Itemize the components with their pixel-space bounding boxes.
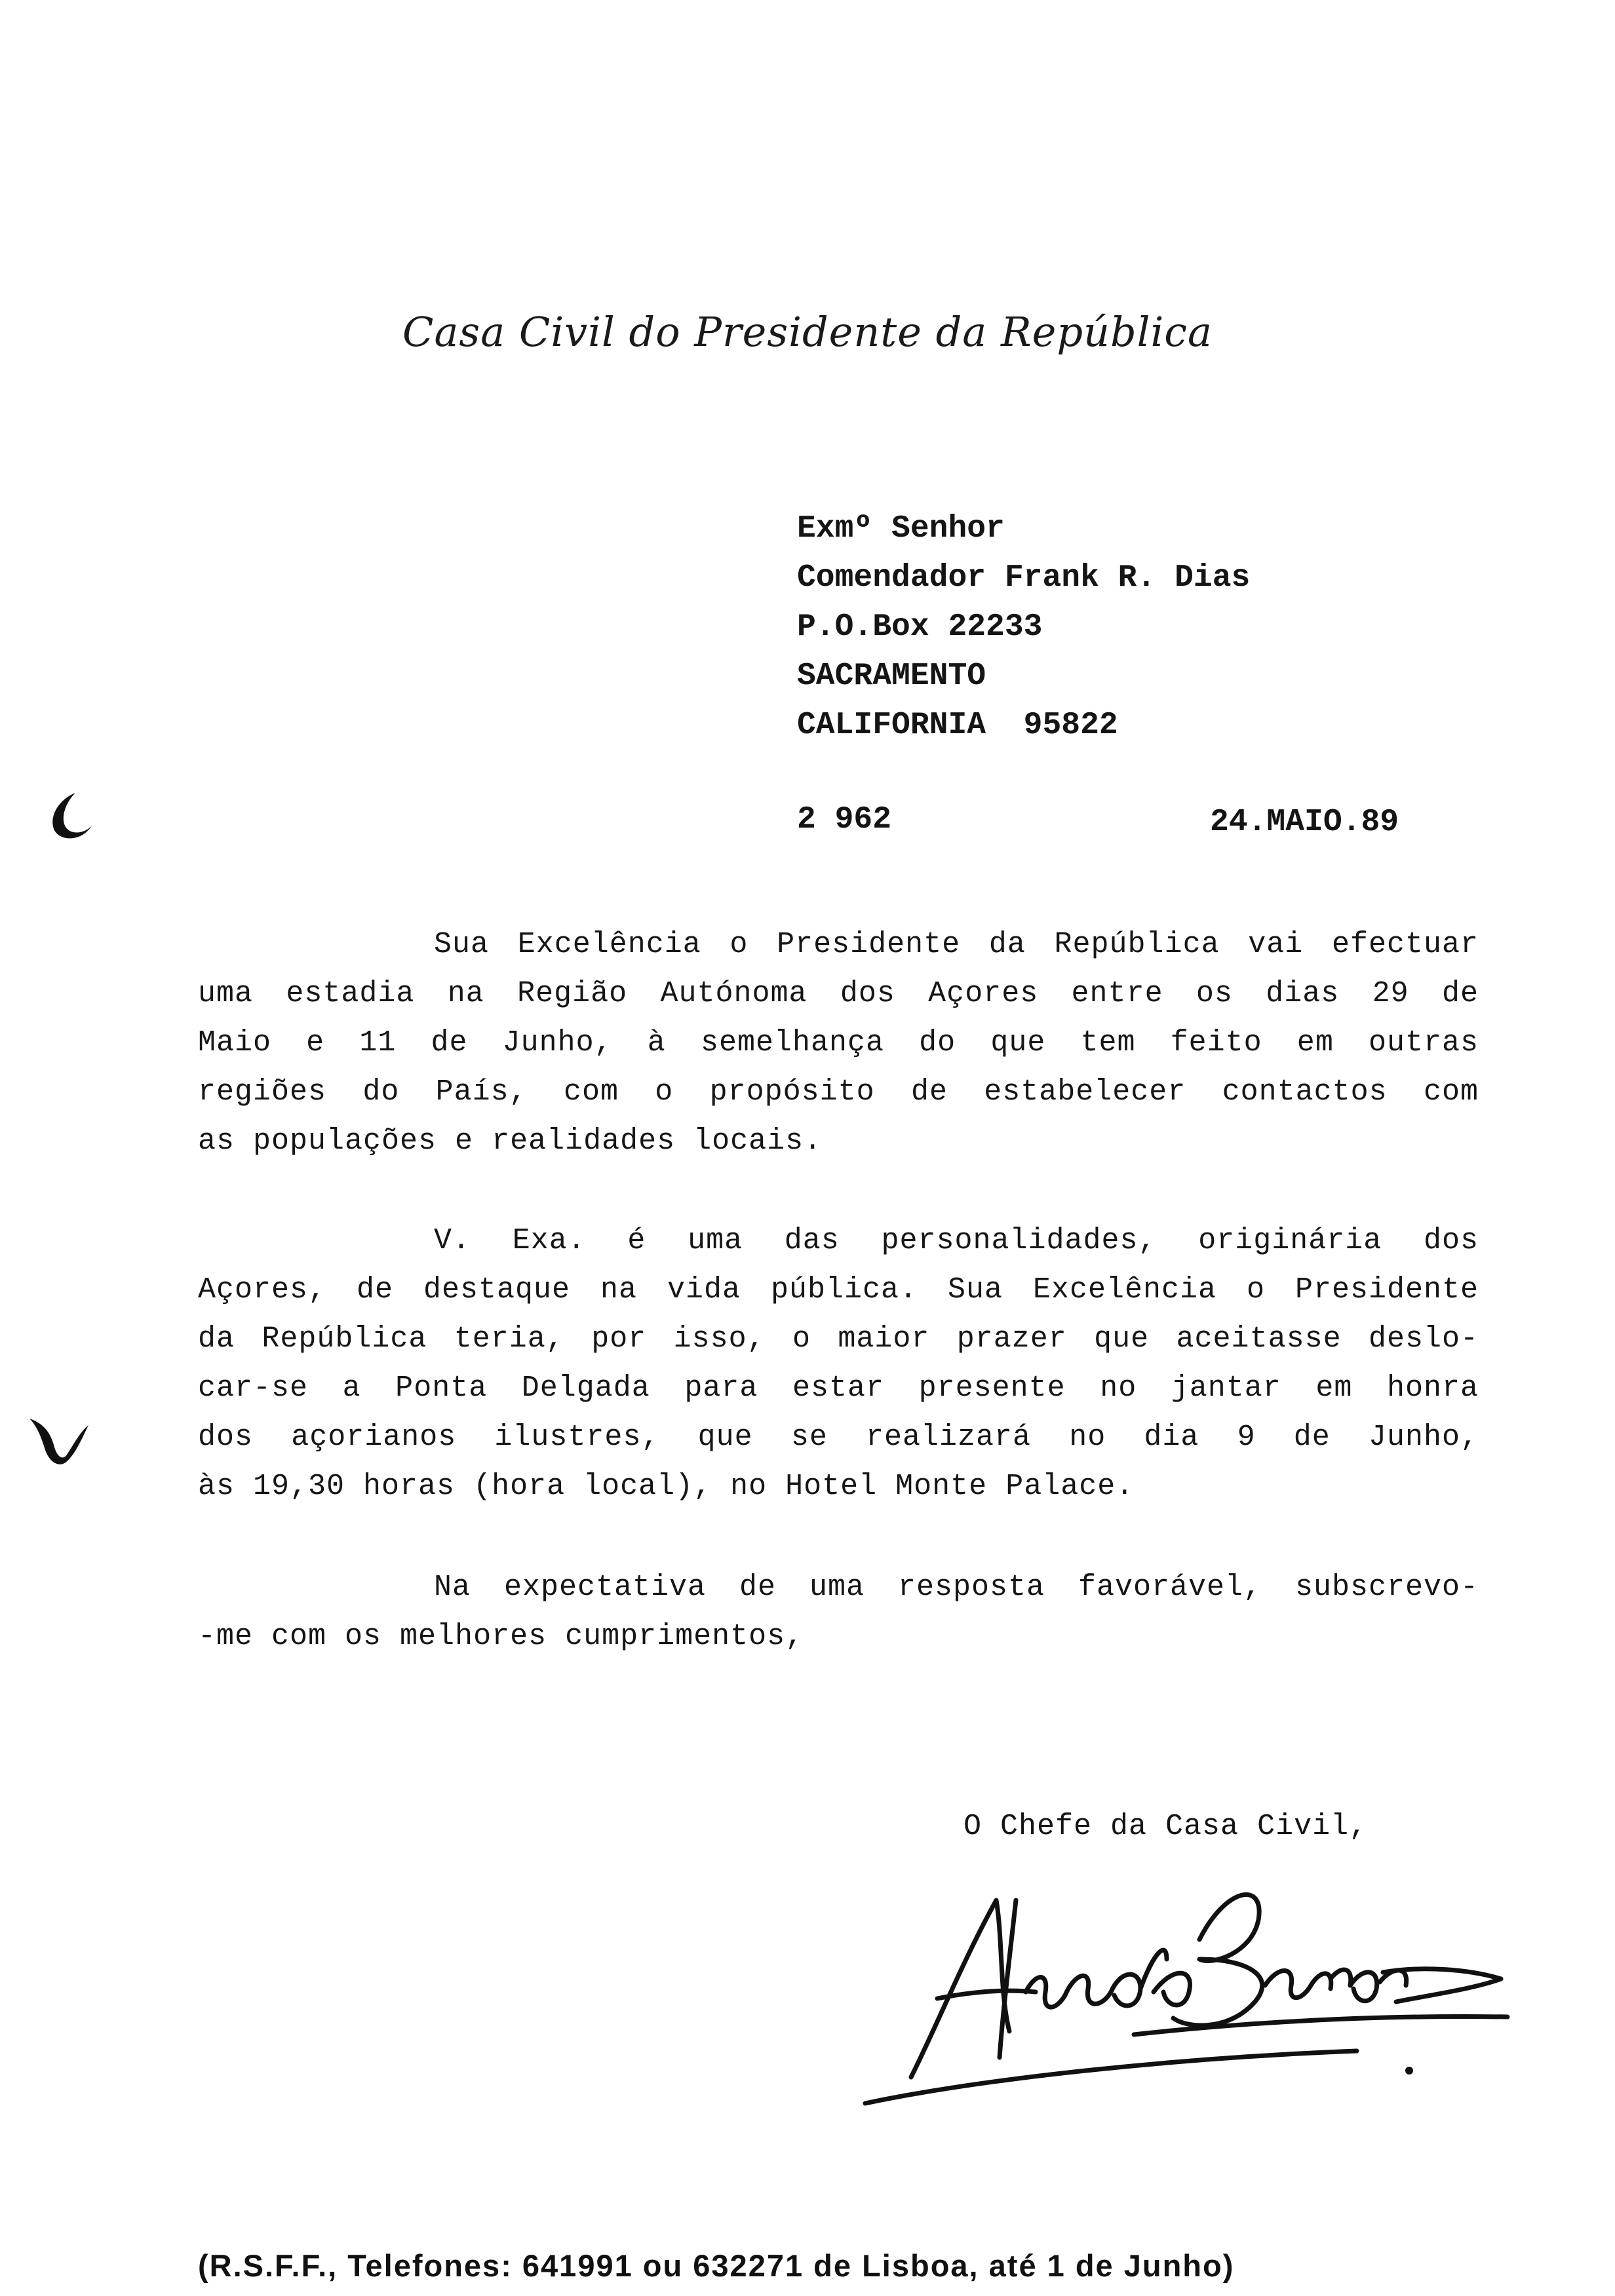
punch-hole-mark-icon [46,786,98,845]
paragraph-line: regiões do País, com o propósito de estabelecer contactos com [198,1075,1479,1109]
paragraph-line: da República teria, por isso, o maior prazer que aceitasse deslo- [198,1322,1479,1356]
letter-date: 24.MAIO.89 [1210,805,1399,840]
recipient-line: CALIFORNIA 95822 [797,708,1118,743]
paragraph-line: car-se a Ponta Delgada para estar presente no jantar em honra [198,1371,1479,1405]
recipient-line: Exmº Senhor [797,511,1005,546]
paragraph-line: Sua Excelência o Presidente da República vai efectuar [434,928,1479,961]
signature [859,1861,1514,2110]
paragraph-line: uma estadia na Região Autónoma dos Açores entre os dias 29 de [198,977,1479,1010]
footer-note: (R.S.F.F., Telefones: 641991 ou 632271 de Lisboa, até 1 de Junho) [198,2248,1235,2283]
closing-title: O Chefe da Casa Civil, [963,1810,1368,1843]
paragraph-line: Na expectativa de uma resposta favorável, subscrevo- [434,1571,1479,1604]
letterhead: Casa Civil do Presidente da República [402,308,1213,356]
paragraph-line: Maio e 11 de Junho, à semelhança do que tem feito em outras [198,1026,1479,1060]
paragraph-line: -me com os melhores cumprimentos, [198,1620,804,1653]
recipient-address [797,505,1250,750]
paragraph-line: V. Exa. é uma das personalidades, originária dos [434,1224,1479,1257]
paragraph-3 [198,1563,1479,1661]
recipient-line: P.O.Box 22233 [797,609,1043,645]
recipient-line: SACRAMENTO [797,659,986,694]
paragraph-line: as populações e realidades locais. [198,1124,823,1158]
paragraph-2 [198,1216,1479,1511]
punch-hole-mark-icon [26,1409,92,1468]
paragraph-1 [198,920,1479,1166]
paragraph-line: às 19,30 horas (hora local), no Hotel Monte Palace. [198,1470,1135,1503]
paragraph-line: dos açorianos ilustres, que se realizará no dia 9 de Junho, [198,1421,1479,1454]
reference-number: 2 962 [797,802,892,837]
recipient-line: Comendador Frank R. Dias [797,560,1251,596]
paragraph-line: Açores, de destaque na vida pública. Sua Excelência o Presidente [198,1273,1479,1307]
